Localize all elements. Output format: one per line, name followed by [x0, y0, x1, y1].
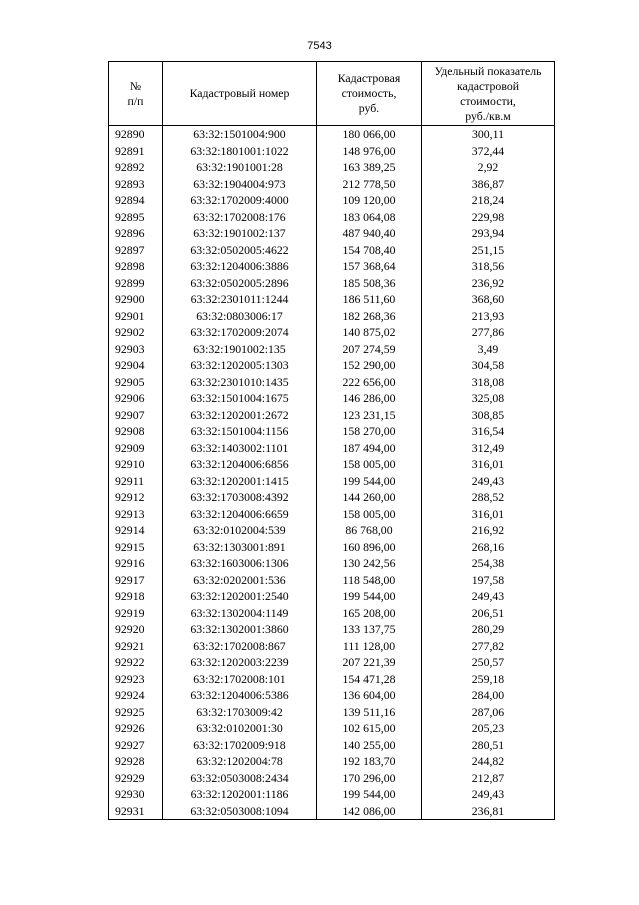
cell-row-number: 92914	[109, 522, 163, 539]
cell-specific-value: 277,82	[422, 638, 555, 655]
cell-specific-value: 205,23	[422, 720, 555, 737]
cell-row-number: 92929	[109, 770, 163, 787]
cadastral-value-table	[108, 61, 555, 820]
cell-specific-value: 249,43	[422, 588, 555, 605]
cell-specific-value: 212,87	[422, 770, 555, 787]
cell-specific-value: 249,43	[422, 786, 555, 803]
cell-row-number: 92893	[109, 176, 163, 193]
cell-cadastral-value: 109 120,00	[317, 192, 422, 209]
table-row	[109, 423, 555, 440]
cell-cadastral-value: 140 255,00	[317, 737, 422, 754]
cell-specific-value: 288,52	[422, 489, 555, 506]
cell-cadastral-value: 207 221,39	[317, 654, 422, 671]
cell-row-number: 92924	[109, 687, 163, 704]
table-row	[109, 324, 555, 341]
cell-row-number: 92915	[109, 539, 163, 556]
cell-cadastral-number: 63:32:1702008:867	[163, 638, 317, 655]
cell-cadastral-value: 86 768,00	[317, 522, 422, 539]
table-row	[109, 654, 555, 671]
table-row	[109, 176, 555, 193]
cell-cadastral-value: 163 389,25	[317, 159, 422, 176]
cell-cadastral-number: 63:32:1204006:6659	[163, 506, 317, 523]
cell-row-number: 92923	[109, 671, 163, 688]
table-row	[109, 390, 555, 407]
cell-cadastral-number: 63:32:1603006:1306	[163, 555, 317, 572]
cell-cadastral-number: 63:32:1501004:900	[163, 126, 317, 143]
table-row	[109, 555, 555, 572]
cell-specific-value: 316,01	[422, 456, 555, 473]
cell-specific-value: 216,92	[422, 522, 555, 539]
cell-cadastral-value: 180 066,00	[317, 126, 422, 143]
table-row	[109, 192, 555, 209]
cell-cadastral-value: 123 231,15	[317, 407, 422, 424]
cell-cadastral-value: 148 976,00	[317, 143, 422, 160]
cell-row-number: 92891	[109, 143, 163, 160]
cell-cadastral-value: 170 296,00	[317, 770, 422, 787]
header-cadastral-number: Кадастровый номер	[163, 62, 317, 126]
cell-row-number: 92917	[109, 572, 163, 589]
cell-specific-value: 318,56	[422, 258, 555, 275]
cell-cadastral-value: 487 940,40	[317, 225, 422, 242]
cell-row-number: 92919	[109, 605, 163, 622]
page-number: 7543	[307, 40, 332, 52]
cell-cadastral-number: 63:32:1202005:1303	[163, 357, 317, 374]
cell-cadastral-value: 186 511,60	[317, 291, 422, 308]
table-row	[109, 308, 555, 325]
cell-cadastral-number: 63:32:1202001:1415	[163, 473, 317, 490]
cell-cadastral-value: 130 242,56	[317, 555, 422, 572]
header-cadastral-value: Кадастровая стоимость, руб.	[317, 62, 422, 126]
cell-row-number: 92896	[109, 225, 163, 242]
cell-cadastral-number: 63:32:0202001:536	[163, 572, 317, 589]
table-row	[109, 786, 555, 803]
cell-row-number: 92926	[109, 720, 163, 737]
table-row	[109, 737, 555, 754]
cell-cadastral-value: 118 548,00	[317, 572, 422, 589]
cell-row-number: 92900	[109, 291, 163, 308]
table-row	[109, 770, 555, 787]
cell-row-number: 92907	[109, 407, 163, 424]
cell-cadastral-number: 63:32:1204006:6856	[163, 456, 317, 473]
cell-specific-value: 197,58	[422, 572, 555, 589]
table-row	[109, 522, 555, 539]
table-row	[109, 605, 555, 622]
table-row	[109, 473, 555, 490]
cell-row-number: 92899	[109, 275, 163, 292]
table-row	[109, 209, 555, 226]
cell-cadastral-value: 222 656,00	[317, 374, 422, 391]
cell-specific-value: 254,38	[422, 555, 555, 572]
cell-specific-value: 386,87	[422, 176, 555, 193]
cell-cadastral-value: 140 875,02	[317, 324, 422, 341]
cell-cadastral-number: 63:32:1702008:101	[163, 671, 317, 688]
cell-specific-value: 2,92	[422, 159, 555, 176]
table-row	[109, 357, 555, 374]
cell-cadastral-number: 63:32:2301011:1244	[163, 291, 317, 308]
cell-cadastral-number: 63:32:1904004:973	[163, 176, 317, 193]
cell-specific-value: 218,24	[422, 192, 555, 209]
cell-row-number: 92894	[109, 192, 163, 209]
cell-specific-value: 300,11	[422, 126, 555, 143]
cell-row-number: 92931	[109, 803, 163, 820]
cell-specific-value: 318,08	[422, 374, 555, 391]
table-body	[109, 126, 555, 820]
cell-row-number: 92930	[109, 786, 163, 803]
cell-cadastral-number: 63:32:1702009:2074	[163, 324, 317, 341]
cell-cadastral-number: 63:32:1702008:176	[163, 209, 317, 226]
table-row	[109, 803, 555, 820]
cell-cadastral-value: 160 896,00	[317, 539, 422, 556]
cell-cadastral-number: 63:32:1703009:42	[163, 704, 317, 721]
table-row	[109, 671, 555, 688]
cell-cadastral-number: 63:32:0503008:1094	[163, 803, 317, 820]
cell-cadastral-number: 63:32:0803006:17	[163, 308, 317, 325]
cell-row-number: 92898	[109, 258, 163, 275]
cell-cadastral-number: 63:32:1202001:1186	[163, 786, 317, 803]
cell-specific-value: 308,85	[422, 407, 555, 424]
cell-row-number: 92892	[109, 159, 163, 176]
cell-row-number: 92902	[109, 324, 163, 341]
cell-specific-value: 284,00	[422, 687, 555, 704]
table-row	[109, 588, 555, 605]
cell-cadastral-value: 102 615,00	[317, 720, 422, 737]
header-row-number: № п/п	[109, 62, 163, 126]
header-specific-value: Удельный показатель кадастровой стоимости, руб./кв.м	[422, 62, 555, 126]
cell-row-number: 92904	[109, 357, 163, 374]
cell-row-number: 92901	[109, 308, 163, 325]
cell-cadastral-number: 63:32:2301010:1435	[163, 374, 317, 391]
header-row	[109, 62, 555, 126]
cell-specific-value: 250,57	[422, 654, 555, 671]
cell-specific-value: 287,06	[422, 704, 555, 721]
table-row	[109, 341, 555, 358]
cell-cadastral-number: 63:32:1204006:5386	[163, 687, 317, 704]
table-row	[109, 506, 555, 523]
table-row	[109, 489, 555, 506]
cell-cadastral-number: 63:32:1901001:28	[163, 159, 317, 176]
cell-cadastral-number: 63:32:0503008:2434	[163, 770, 317, 787]
cell-cadastral-value: 136 604,00	[317, 687, 422, 704]
cell-cadastral-value: 154 471,28	[317, 671, 422, 688]
cell-cadastral-number: 63:32:1403002:1101	[163, 440, 317, 457]
cell-cadastral-number: 63:32:1501004:1675	[163, 390, 317, 407]
cell-row-number: 92921	[109, 638, 163, 655]
cell-cadastral-value: 199 544,00	[317, 786, 422, 803]
cell-row-number: 92909	[109, 440, 163, 457]
cell-cadastral-number: 63:32:0102004:539	[163, 522, 317, 539]
cell-specific-value: 293,94	[422, 225, 555, 242]
cell-cadastral-value: 152 290,00	[317, 357, 422, 374]
table-row	[109, 456, 555, 473]
cell-cadastral-value: 182 268,36	[317, 308, 422, 325]
cell-cadastral-value: 165 208,00	[317, 605, 422, 622]
table-row	[109, 704, 555, 721]
cell-specific-value: 277,86	[422, 324, 555, 341]
cell-cadastral-number: 63:32:1302004:1149	[163, 605, 317, 622]
cell-cadastral-value: 142 086,00	[317, 803, 422, 820]
cell-cadastral-value: 199 544,00	[317, 473, 422, 490]
cell-row-number: 92918	[109, 588, 163, 605]
table-row	[109, 242, 555, 259]
table-row	[109, 440, 555, 457]
cell-cadastral-value: 199 544,00	[317, 588, 422, 605]
cell-specific-value: 244,82	[422, 753, 555, 770]
cell-row-number: 92897	[109, 242, 163, 259]
cell-cadastral-number: 63:32:1202001:2540	[163, 588, 317, 605]
table-row	[109, 687, 555, 704]
cell-specific-value: 249,43	[422, 473, 555, 490]
cell-cadastral-number: 63:32:1204006:3886	[163, 258, 317, 275]
cell-cadastral-value: 158 005,00	[317, 456, 422, 473]
cell-cadastral-number: 63:32:1303001:891	[163, 539, 317, 556]
cell-specific-value: 259,18	[422, 671, 555, 688]
cell-cadastral-value: 183 064,08	[317, 209, 422, 226]
cell-row-number: 92908	[109, 423, 163, 440]
cell-specific-value: 236,92	[422, 275, 555, 292]
cell-cadastral-value: 146 286,00	[317, 390, 422, 407]
cell-specific-value: 304,58	[422, 357, 555, 374]
cell-cadastral-number: 63:32:1702009:4000	[163, 192, 317, 209]
cell-cadastral-number: 63:32:1202004:78	[163, 753, 317, 770]
cell-row-number: 92922	[109, 654, 163, 671]
cell-cadastral-value: 144 260,00	[317, 489, 422, 506]
cell-specific-value: 280,51	[422, 737, 555, 754]
cell-row-number: 92905	[109, 374, 163, 391]
cell-row-number: 92911	[109, 473, 163, 490]
cell-row-number: 92895	[109, 209, 163, 226]
table-row	[109, 258, 555, 275]
cell-cadastral-value: 158 270,00	[317, 423, 422, 440]
cell-cadastral-value: 133 137,75	[317, 621, 422, 638]
table-row	[109, 374, 555, 391]
cell-cadastral-number: 63:32:1202001:2672	[163, 407, 317, 424]
table-row	[109, 572, 555, 589]
cell-cadastral-value: 154 708,40	[317, 242, 422, 259]
cell-cadastral-value: 212 778,50	[317, 176, 422, 193]
table-row	[109, 407, 555, 424]
table-row	[109, 621, 555, 638]
table-header	[109, 62, 555, 126]
cell-cadastral-number: 63:32:1202003:2239	[163, 654, 317, 671]
cell-row-number: 92928	[109, 753, 163, 770]
table-row	[109, 720, 555, 737]
cell-specific-value: 3,49	[422, 341, 555, 358]
cell-cadastral-value: 158 005,00	[317, 506, 422, 523]
cell-row-number: 92920	[109, 621, 163, 638]
cell-row-number: 92903	[109, 341, 163, 358]
cell-specific-value: 325,08	[422, 390, 555, 407]
table-row	[109, 638, 555, 655]
cell-row-number: 92913	[109, 506, 163, 523]
cell-cadastral-value: 185 508,36	[317, 275, 422, 292]
cell-specific-value: 316,01	[422, 506, 555, 523]
cell-row-number: 92890	[109, 126, 163, 143]
cell-cadastral-number: 63:32:1901002:135	[163, 341, 317, 358]
cell-specific-value: 280,29	[422, 621, 555, 638]
cell-cadastral-number: 63:32:1501004:1156	[163, 423, 317, 440]
cell-specific-value: 213,93	[422, 308, 555, 325]
cell-specific-value: 368,60	[422, 291, 555, 308]
table-row	[109, 159, 555, 176]
cell-cadastral-number: 63:32:0102001:30	[163, 720, 317, 737]
cell-specific-value: 268,16	[422, 539, 555, 556]
cell-specific-value: 316,54	[422, 423, 555, 440]
table-row	[109, 291, 555, 308]
cell-cadastral-number: 63:32:0502005:4622	[163, 242, 317, 259]
cell-specific-value: 229,98	[422, 209, 555, 226]
cell-cadastral-value: 157 368,64	[317, 258, 422, 275]
cell-row-number: 92925	[109, 704, 163, 721]
cell-cadastral-number: 63:32:1302001:3860	[163, 621, 317, 638]
table-row	[109, 126, 555, 143]
cell-cadastral-value: 207 274,59	[317, 341, 422, 358]
table-row	[109, 753, 555, 770]
cell-cadastral-number: 63:32:1901002:137	[163, 225, 317, 242]
table-row	[109, 275, 555, 292]
cell-cadastral-value: 192 183,70	[317, 753, 422, 770]
cell-cadastral-number: 63:32:1801001:1022	[163, 143, 317, 160]
cell-specific-value: 206,51	[422, 605, 555, 622]
cell-specific-value: 372,44	[422, 143, 555, 160]
table-row	[109, 143, 555, 160]
cell-row-number: 92910	[109, 456, 163, 473]
cell-cadastral-value: 111 128,00	[317, 638, 422, 655]
cell-specific-value: 236,81	[422, 803, 555, 820]
cell-specific-value: 251,15	[422, 242, 555, 259]
cell-specific-value: 312,49	[422, 440, 555, 457]
table-row	[109, 539, 555, 556]
table-row	[109, 225, 555, 242]
cell-row-number: 92927	[109, 737, 163, 754]
cell-row-number: 92906	[109, 390, 163, 407]
cell-row-number: 92912	[109, 489, 163, 506]
cell-cadastral-value: 187 494,00	[317, 440, 422, 457]
cell-row-number: 92916	[109, 555, 163, 572]
cell-cadastral-number: 63:32:0502005:2896	[163, 275, 317, 292]
cell-cadastral-number: 63:32:1703008:4392	[163, 489, 317, 506]
cell-cadastral-number: 63:32:1702009:918	[163, 737, 317, 754]
cell-cadastral-value: 139 511,16	[317, 704, 422, 721]
